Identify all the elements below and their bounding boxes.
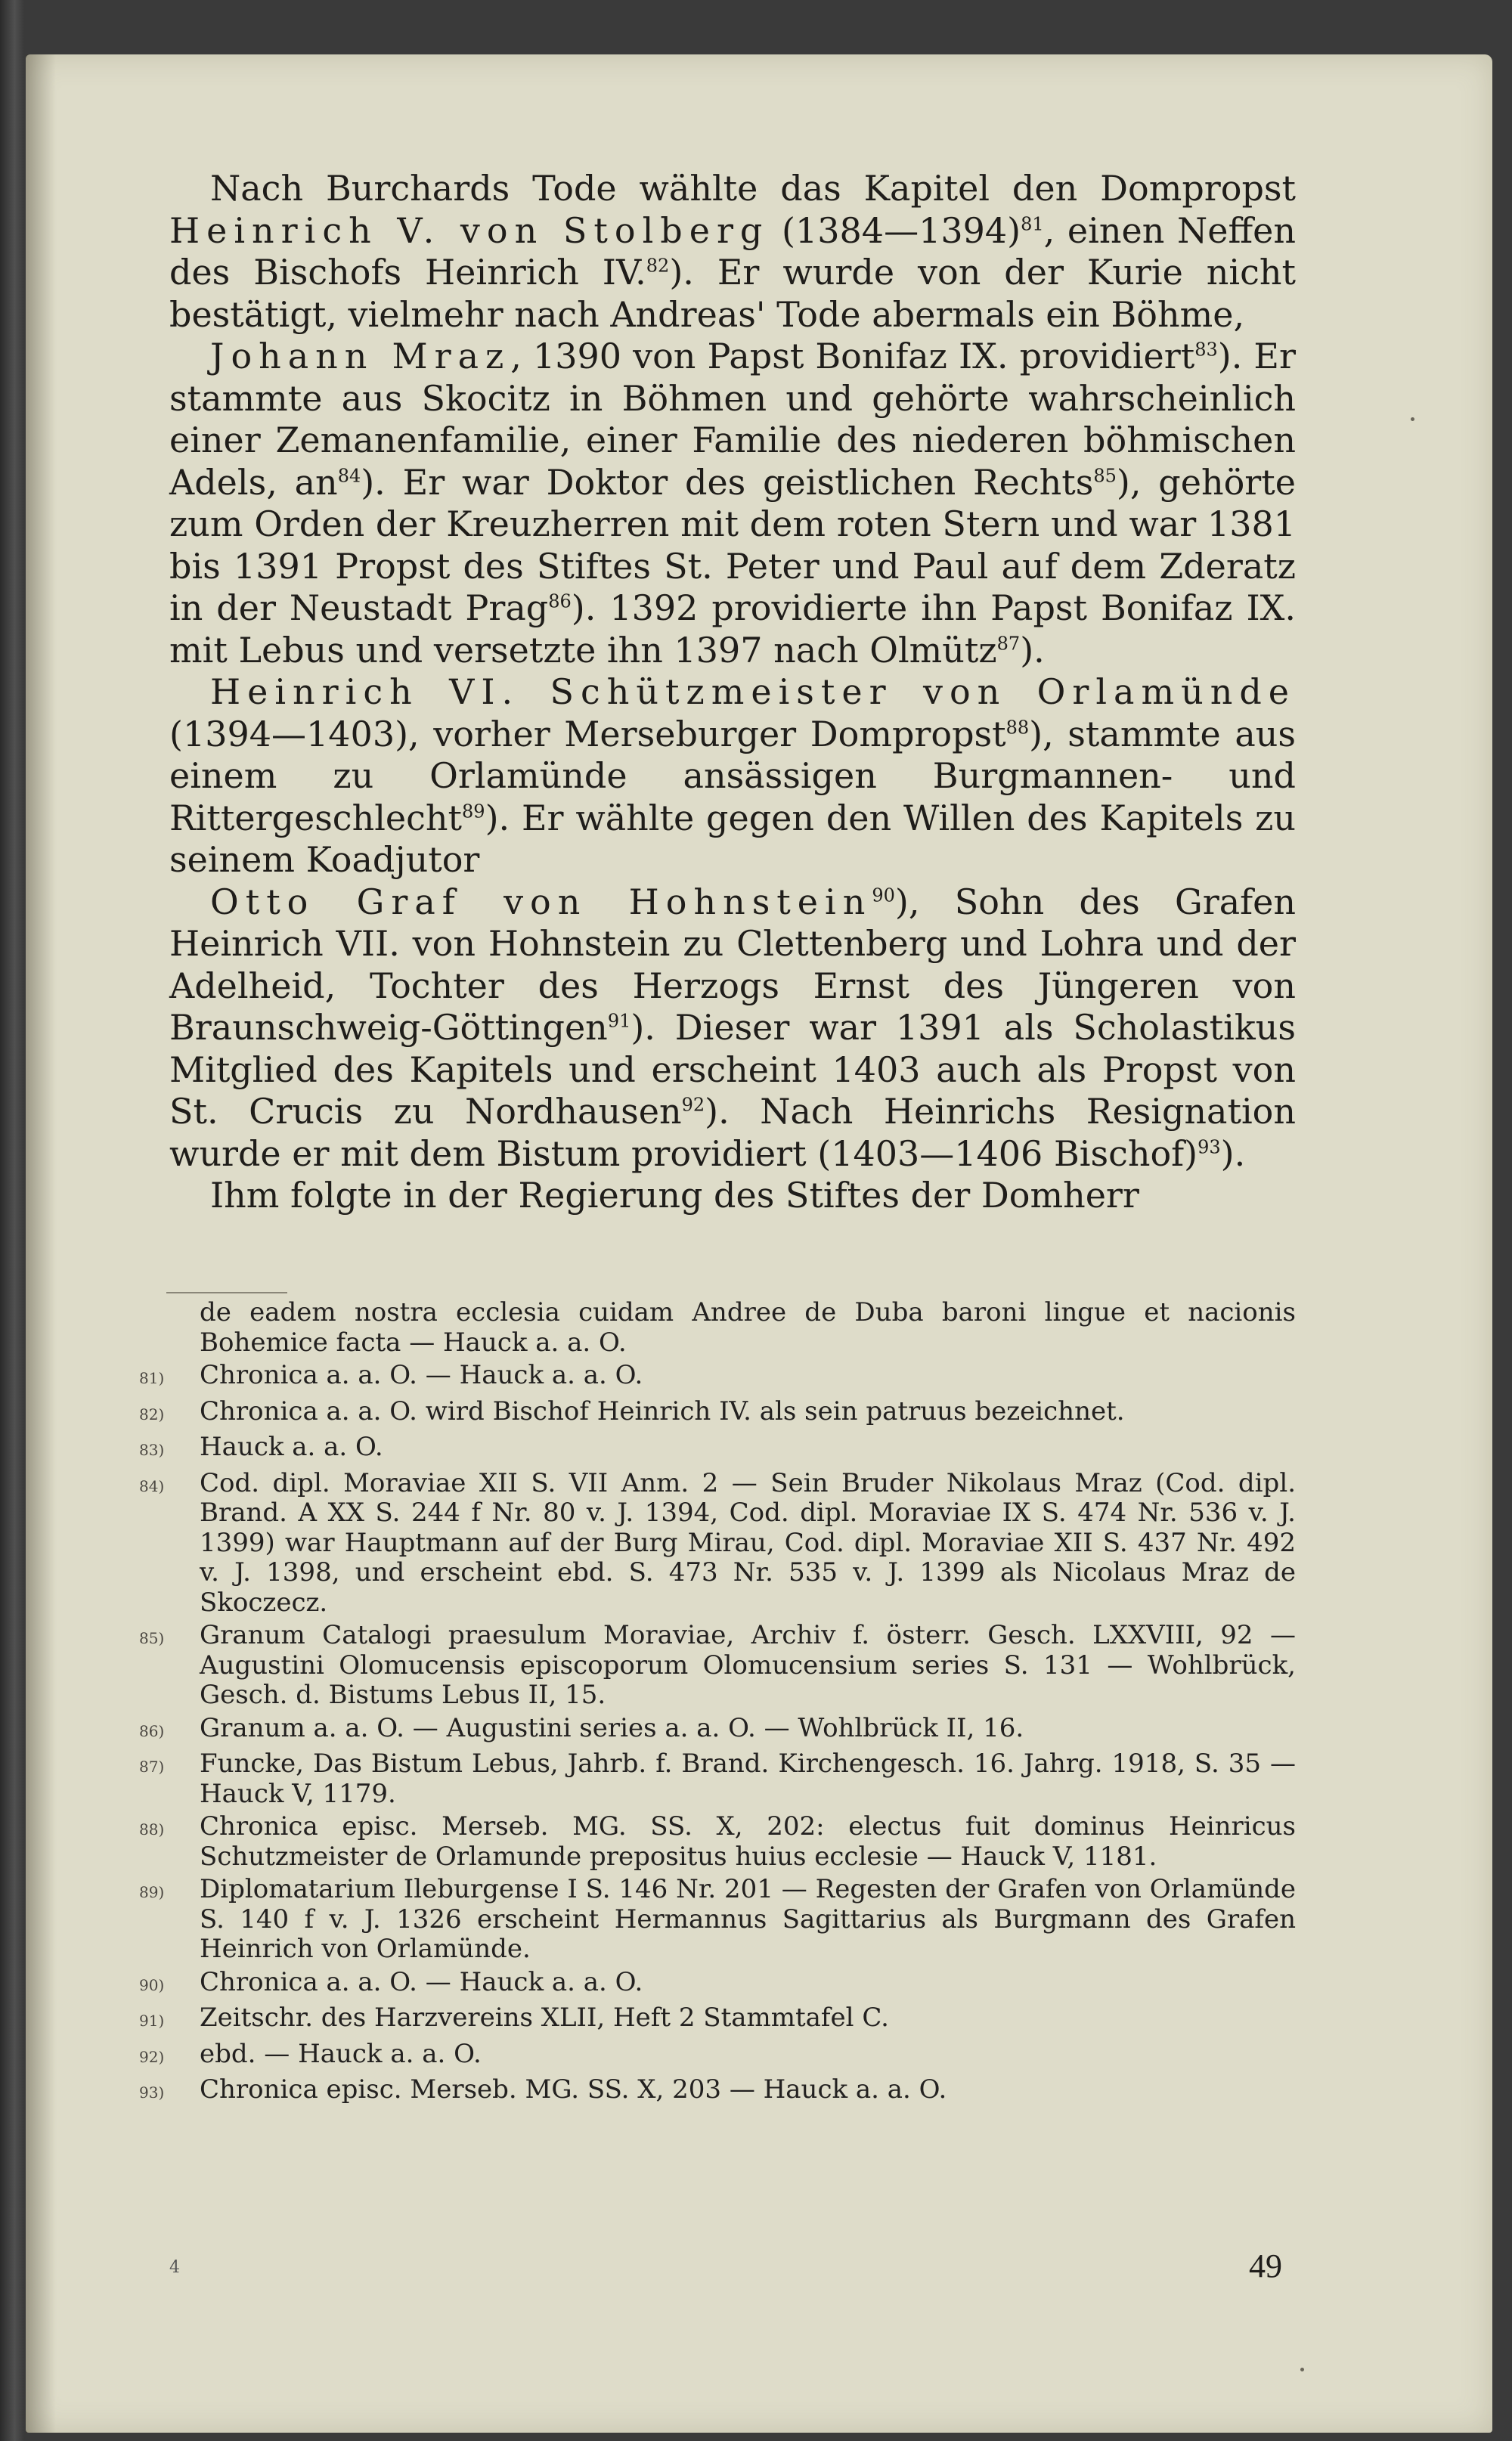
- footnote-ref[interactable]: 84: [337, 465, 361, 487]
- footnote-ref[interactable]: 90: [872, 884, 895, 906]
- paragraph-2-text-e: ). 1392 providierte ihn Papst Bonifaz IX. mit Lebus und versetzte ihn 1397 nach Olmütz: [169, 587, 1296, 671]
- footnote-text: Funcke, Das Bistum Lebus, Jahrb. f. Brand. Kirchengesch. 16. Jahrg. 1918, S. 35 — Hauck V, 1179.: [200, 1749, 1296, 1809]
- footnote-continuation-text: de eadem nostra ecclesia cuidam Andree de Duba baroni lingue et nacionis Bohemice facta — Hauck a. a. O.: [200, 1297, 1296, 1358]
- footnote-list: [139, 1361, 1296, 2108]
- footnote-number[interactable]: 86): [139, 1721, 165, 1740]
- paragraph-4-text-a: ), Sohn des Grafen Heinrich VII. von Hohnstein zu Clettenberg und Lohra und der Adelheid, Tochter des Herzogs Ernst des Jüngeren von Braunschweig-Göttingen: [169, 881, 1297, 1048]
- footnote-text: ebd. — Hauck a. a. O.: [200, 2038, 482, 2069]
- footnote-number[interactable]: 84): [139, 1476, 165, 1495]
- footnote-ref[interactable]: 85: [1093, 465, 1117, 487]
- footnote-item: [139, 1433, 1296, 1466]
- footnote-number[interactable]: 85): [139, 1629, 165, 1647]
- bishop-name-heinrich-v: Heinrich V. von Stolberg: [169, 209, 770, 251]
- paper-speck: [1300, 2368, 1304, 2371]
- footnote-ref[interactable]: 88: [1005, 717, 1030, 739]
- paragraph-2-text-f: ).: [1020, 629, 1045, 671]
- footnote-number[interactable]: 89): [139, 1883, 165, 1901]
- footnote-text: Chronica a. a. O. — Hauck a. a. O.: [200, 1966, 643, 1997]
- footnote-item: [139, 2003, 1296, 2037]
- footnote-number-blank: [139, 1298, 200, 1301]
- footnote-number[interactable]: 87): [139, 1758, 165, 1776]
- footnote-text: Cod. dipl. Moraviae XII S. VII Anm. 2 — Sein Bruder Nikolaus Mraz (Cod. dipl. Brand. A XX S. 244 f Nr. 80 v. J. 1394, Cod. dipl. Moraviae IX S. 474 Nr. 536 v. J. 1399) war Hauptmann auf der Burg Mirau, Cod. dipl. Moraviae XII S. 437 Nr. 492 v. J. 1398, und erscheint ebd. S. 473 Nr. 535 v. J. 1399 als Nicolaus Mraz de Skoczecz.: [200, 1467, 1296, 1618]
- footnote-number[interactable]: 93): [139, 2083, 165, 2102]
- footnote-ref[interactable]: 87: [996, 633, 1021, 655]
- footnote-text: Granum Catalogi praesulum Moraviae, Archiv f. österr. Gesch. LXXVIII, 92 — Augustini Olomucensis episcoporum Olomucensium series S. 131 — Wohlbrück, Gesch. d. Bistums Lebus II, 15.: [200, 1620, 1296, 1710]
- footnote-text: Diplomatarium Ileburgense I S. 146 Nr. 201 — Regesten der Grafen von Orlamünde S. 140 f v. J. 1326 erscheint Hermannus Sagittarius als Burgmann des Grafen Heinrich von Orlamünde.: [200, 1874, 1296, 1964]
- footnote-ref[interactable]: 89: [462, 801, 485, 822]
- footnote-item: [139, 1812, 1296, 1872]
- footnote-item: [139, 1361, 1296, 1394]
- footnote-item: [139, 1397, 1296, 1430]
- footnote-item: [139, 1714, 1296, 1747]
- footnote-text: Chronica a. a. O. — Hauck a. a. O.: [200, 1360, 643, 1390]
- footnote-ref[interactable]: 91: [607, 1010, 631, 1032]
- paragraph-4-text-d: ).: [1220, 1132, 1246, 1174]
- footnote-number[interactable]: 82): [139, 1405, 165, 1423]
- paper-speck: [1411, 417, 1414, 421]
- footnote-text: Zeitschr. des Harzvereins XLII, Heft 2 Stammtafel C.: [200, 2003, 889, 2033]
- paragraph-5-text: Ihm folgte in der Regierung des Stiftes der Domherr: [210, 1175, 1139, 1216]
- paragraph-4-text-b: ). Dieser war 1391 als Scholastikus Mitglied des Kapitels und erscheint 1403 auch als Propst von St. Crucis zu Nordhausen: [169, 1007, 1296, 1132]
- paragraph-2-text-a: , 1390 von Papst Bonifaz IX. providiert: [510, 336, 1195, 376]
- footnote-text: Chronica a. a. O. wird Bischof Heinrich IV. als sein patruus bezeichnet.: [200, 1396, 1125, 1426]
- paragraph-1-text-3: ). Er wurde von der Kurie nicht bestätigt, vielmehr nach Andreas' Tode abermals ein Böhme,: [169, 252, 1297, 335]
- paragraph-2-text-b: ). Er stammte aus Skocitz in Böhmen und gehörte wahrscheinlich einer Zemanenfamilie, einer Familie des niederen böhmischen Adels, an: [169, 336, 1296, 503]
- footnote-item: [139, 1469, 1296, 1619]
- footnote-number[interactable]: 91): [139, 2012, 165, 2030]
- footnote-text: Chronica episc. Merseb. MG. SS. X, 202: electus fuit dominus Heinricus Schutzmeister de Orlamunde prepositus huius ecclesie — Hauck V, 1181.: [200, 1811, 1296, 1872]
- paragraph-3-text-a: (1394—1403), vorher Merseburger Dompropst: [169, 713, 1006, 754]
- footnote-text: Hauck a. a. O.: [200, 1432, 383, 1462]
- paragraph-1-dates: (1384—1394): [769, 209, 1021, 251]
- paragraph-4: [169, 881, 1296, 1176]
- paragraph-3-text-b: ), stammte aus einem zu Orlamünde ansässigen Burgmannen- und Rittergeschlecht: [169, 713, 1296, 838]
- desk-background: [0, 0, 24, 2441]
- footnote-item: [139, 1621, 1296, 1711]
- main-text: [169, 168, 1296, 1217]
- bishop-name-heinrich-vi: Heinrich VI. Schützmeister von Orlamünde: [210, 671, 1296, 712]
- paragraph-2-text-c: ). Er war Doktor des geistlichen Rechts: [361, 461, 1094, 503]
- footnote-number[interactable]: 92): [139, 2047, 165, 2066]
- footnote-text: Chronica episc. Merseb. MG. SS. X, 203 — Hauck a. a. O.: [200, 2074, 947, 2105]
- footnote-ref[interactable]: 83: [1194, 339, 1218, 361]
- page-gutter-shadow: [26, 54, 56, 2433]
- footnote-number[interactable]: 83): [139, 1441, 165, 1459]
- paragraph-1-text: Nach Burchards Tode wählte das Kapitel den Dompropst: [210, 168, 1296, 209]
- footnote-text: Granum a. a. O. — Augustini series a. a. O. — Wohlbrück II, 16.: [200, 1712, 1024, 1743]
- book-page: [26, 54, 1492, 2433]
- footnote-number[interactable]: 88): [139, 1820, 165, 1838]
- footnote-number[interactable]: 90): [139, 1975, 165, 1994]
- paragraph-5: [169, 1175, 1296, 1217]
- footnote-item: [139, 2040, 1296, 2073]
- bishop-name-otto-hohnstein: Otto Graf von Hohnstein: [210, 881, 872, 922]
- paragraph-1: [169, 168, 1296, 336]
- paragraph-3-text-c: ). Er wählte gegen den Willen des Kapitels zu seinem Koadjutor: [169, 797, 1296, 880]
- paragraph-1-text-2: , einen Neffen des Bischofs Heinrich IV.: [169, 209, 1297, 293]
- footnote-ref[interactable]: 82: [646, 255, 670, 277]
- paragraph-2-text-d: ), gehörte zum Orden der Kreuzherren mit dem roten Stern und war 1381 bis 1391 Propst des Stiftes St. Peter und Paul auf dem Zderatz in der Neustadt Prag: [169, 461, 1296, 628]
- page-number: 49: [1249, 2247, 1282, 2285]
- paragraph-3: [169, 671, 1296, 881]
- footnote-item: [139, 1968, 1296, 2001]
- footnote-item: [139, 2075, 1296, 2108]
- printer-signature-mark: 4: [169, 2258, 180, 2277]
- footnote-ref[interactable]: 81: [1021, 213, 1044, 235]
- footnote-item: [139, 1749, 1296, 1809]
- footnotes: [139, 1298, 1296, 2111]
- paragraph-2: [169, 336, 1296, 671]
- footnote-ref[interactable]: 92: [681, 1094, 705, 1116]
- bishop-name-johann-mraz: Johann Mraz: [210, 336, 511, 376]
- paragraph-4-text-c: ). Nach Heinrichs Resignation wurde er mit dem Bistum providiert (1403—1406 Bischof): [169, 1091, 1296, 1174]
- footnote-continuation: [139, 1298, 1296, 1358]
- footnote-ref[interactable]: 86: [548, 590, 572, 612]
- footnote-ref[interactable]: 93: [1198, 1136, 1221, 1158]
- footnote-number[interactable]: 81): [139, 1369, 165, 1387]
- footnote-separator: [166, 1292, 287, 1293]
- footnote-item: [139, 1875, 1296, 1965]
